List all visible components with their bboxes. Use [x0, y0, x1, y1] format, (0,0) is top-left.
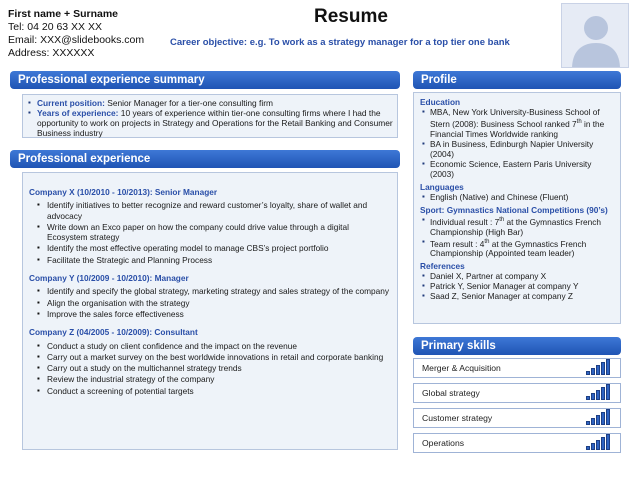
summary-item-text: 10 years of experience within tier-one consulting firms where I had the opportunity to work on projects in Strategy and Operations for the Retail Banking and Consumer Business industry: [37, 108, 393, 138]
skill-label: Merger & Acquisition: [422, 363, 501, 373]
skill-row: [413, 408, 621, 428]
contact-block: [8, 8, 144, 60]
education-list: [420, 107, 614, 179]
skill-level-bar: [601, 387, 605, 400]
list-item: ▪ Conduct a study on client confidence and the impact on the revenue: [29, 341, 391, 351]
skill-level-bar: [601, 412, 605, 425]
skill-level-bar: [606, 359, 610, 375]
company-bullets: [29, 200, 391, 265]
list-item: ▪ Patrick Y, Senior Manager at company Y: [420, 281, 614, 291]
skill-level-bar: [606, 409, 610, 425]
skill-level-bar: [606, 434, 610, 450]
sport-label: Sport: Gymnastics National Competitions (90’s): [420, 204, 608, 215]
skill-label: Customer strategy: [422, 413, 493, 423]
references-label: References: [420, 261, 465, 272]
company-bullets: [29, 341, 391, 396]
skill-level-bar: [586, 446, 590, 450]
skill-level-bar: [591, 368, 595, 375]
skill-level-bar: [601, 437, 605, 450]
profile-panel: [413, 92, 621, 324]
list-item: ▪ Conduct a screening of potential targets: [29, 386, 391, 396]
profile-photo-placeholder: [561, 3, 629, 68]
education-label: Education: [420, 97, 461, 107]
list-item: ▪ Daniel X, Partner at company X: [420, 271, 614, 281]
skill-level-icon: [586, 359, 610, 375]
skill-level-bar: [606, 384, 610, 400]
page-title: Resume: [314, 6, 388, 27]
skill-level-bar: [591, 443, 595, 450]
experience-panel: [22, 172, 398, 450]
skill-level-bar: [601, 362, 605, 375]
list-item: ▪ MBA, New York University-Business School of Stern (2008): Business School ranked 7th in the Financial Times Worldwide ranking: [420, 107, 614, 139]
skill-level-bar: [586, 396, 590, 400]
person-silhouette-icon: [562, 4, 629, 68]
list-item: ▪ Write down an Exco paper on how the company could drive value through a digital Ecosystem strategy: [29, 222, 391, 243]
skill-level-icon: [586, 384, 610, 400]
skill-level-bar: [591, 418, 595, 425]
skill-level-bar: [596, 440, 600, 450]
skill-level-icon: [586, 434, 610, 450]
list-item: ▪ Team result : 4th at the Gymnastics French Championship (Appointed team leader): [420, 237, 614, 259]
list-item: ▪ Improve the sales force effectiveness: [29, 309, 391, 319]
list-item: ▪ Carry out a market survey on the best worldwide innovations in retail and corporate banking: [29, 352, 391, 362]
profile-header: Profile: [413, 71, 621, 89]
list-item: ▪ English (Native) and Chinese (Fluent): [420, 192, 614, 202]
summary-item: [27, 98, 393, 108]
languages-label: Languages: [420, 181, 464, 192]
list-item: ▪ BA in Business, Edinburgh Napier University (2004): [420, 139, 614, 159]
list-item: ▪ Identify the most effective operating model to manage CBS’s project portfolio: [29, 243, 391, 253]
list-item: ▪ Align the organisation with the strategy: [29, 298, 391, 308]
skill-level-bar: [596, 390, 600, 400]
list-item: ▪ Carry out a study on the multichannel strategy trends: [29, 363, 391, 373]
summary-item: [27, 108, 393, 138]
company-title: Company Z (04/2005 - 10/2009): Consultant: [29, 327, 198, 338]
email-address: Email: XXX@slidebooks.com: [8, 34, 145, 46]
skill-row: [413, 358, 621, 378]
candidate-name: First name + Surname: [8, 8, 118, 20]
list-item: ▪ Review the industrial strategy of the company: [29, 374, 391, 384]
references-list: [420, 271, 614, 301]
company-title: Company Y (10/2009 - 10/2010): Manager: [29, 273, 189, 284]
summary-header: Professional experience summary: [10, 71, 400, 89]
summary-list: [27, 98, 393, 138]
sport-list: [420, 215, 614, 259]
summary-panel: [22, 94, 398, 138]
skill-level-bar: [591, 393, 595, 400]
skill-row: [413, 433, 621, 453]
skill-level-icon: [586, 409, 610, 425]
skill-level-bar: [586, 371, 590, 375]
list-item: ▪ Identify initiatives to better recognize and reward customer’s loyalty, share of wallet and advocacy: [29, 200, 391, 221]
summary-item-label: Years of experience:: [37, 108, 119, 118]
skill-level-bar: [596, 365, 600, 375]
skill-label: Operations: [422, 438, 465, 448]
company-bullets: [29, 286, 391, 319]
phone-number: Tel: 04 20 63 XX XX: [8, 21, 102, 33]
skill-level-bar: [596, 415, 600, 425]
skill-level-bar: [586, 421, 590, 425]
list-item: ▪ Facilitate the Strategic and Planning Process: [29, 255, 391, 265]
languages-list: [420, 192, 614, 202]
summary-item-label: Current position:: [37, 98, 105, 108]
list-item: ▪ Individual result : 7th at the Gymnastics French Championship (High Bar): [420, 215, 614, 237]
summary-item-text: Senior Manager for a tier-one consulting firm: [104, 98, 273, 108]
list-item: ▪ Saad Z, Senior Manager at company Z: [420, 291, 614, 301]
skills-header: Primary skills: [413, 337, 621, 355]
skill-label: Global strategy: [422, 388, 480, 398]
list-item: ▪ Economic Science, Eastern Paris University (2003): [420, 159, 614, 179]
skill-row: [413, 383, 621, 403]
experience-header: Professional experience: [10, 150, 400, 168]
career-objective: Career objective: e.g. To work as a strategy manager for a top tier one bank: [170, 37, 510, 48]
list-item: ▪ Identify and specify the global strategy, marketing strategy and sales strategy of the company: [29, 286, 391, 296]
postal-address: Address: XXXXXX: [8, 47, 95, 59]
company-title: Company X (10/2010 - 10/2013): Senior Manager: [29, 187, 218, 197]
